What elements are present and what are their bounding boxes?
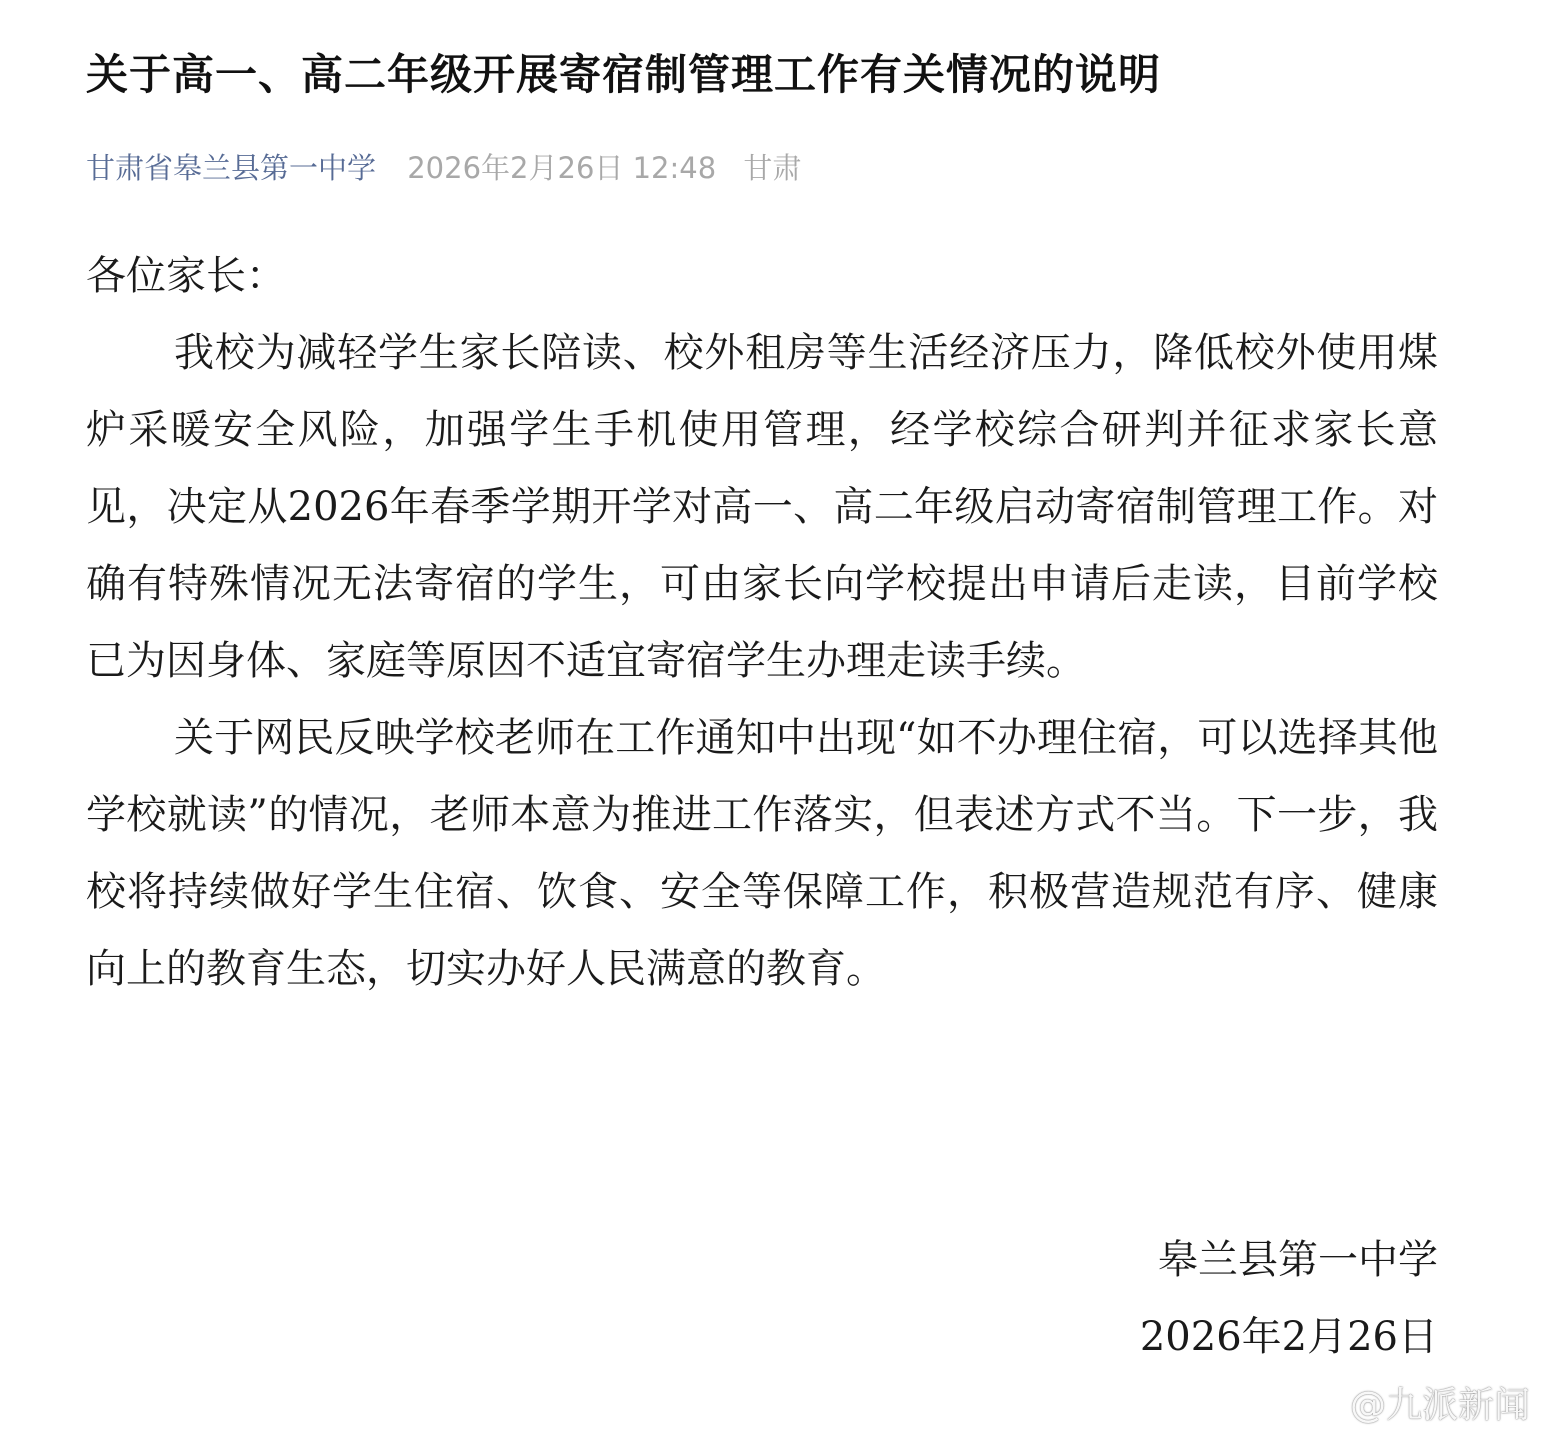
signature-school: 皋兰县第一中学 bbox=[1158, 1237, 1438, 1283]
article-title: 关于高一、高二年级开展寄宿制管理工作有关情况的说明 bbox=[86, 50, 1162, 99]
paragraph-1: 我校为减轻学生家长陪读、校外租房等生活经济压力，降低校外使用煤炉采暖安全风险，加强学生手机使用管理，经学校综合研判并征求家长意见，决定从2026年春季学期开学对高一、高二年级启动寄宿制管理工作。对确有特殊情况无法寄宿的学生，可由家长向学校提出申请后走读，目前学校已为因身体、家庭等原因不适宜寄宿学生办理走读手续。 bbox=[86, 330, 1438, 684]
watermark bbox=[1290, 1377, 1530, 1428]
publish-time: 2026年2月26日 12:48 bbox=[407, 151, 717, 185]
article-header bbox=[86, 44, 1438, 188]
article-body bbox=[86, 238, 1438, 1008]
weibo-icon bbox=[1290, 1381, 1346, 1425]
signature-date: 2026年2月26日 bbox=[1139, 1314, 1438, 1360]
watermark-text: @九派新闻 bbox=[1349, 1385, 1530, 1426]
signature-block bbox=[1140, 1222, 1438, 1376]
article-meta bbox=[86, 148, 1438, 188]
greeting: 各位家长： bbox=[86, 253, 286, 299]
paragraph-2: 关于网民反映学校老师在工作通知中出现“如不办理住宿，可以选择其他学校就读”的情况，老师本意为推进工作落实，但表述方式不当。下一步，我校将持续做好学生住宿、饮食、安全等保障工作，积极营造规范有序、健康向上的教育生态，切实办好人民满意的教育。 bbox=[86, 715, 1438, 992]
account-name-link[interactable]: 甘肃省皋兰县第一中学 bbox=[86, 151, 377, 185]
publish-location: 甘肃 bbox=[743, 151, 802, 185]
